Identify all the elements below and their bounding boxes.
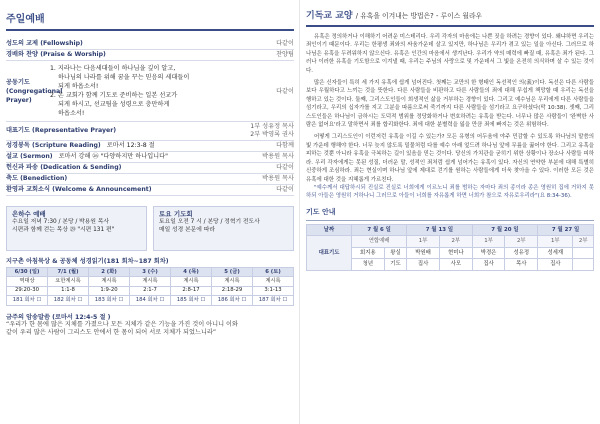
order-name: 설교 (Sermon)	[6, 153, 53, 160]
count-cell	[7, 296, 48, 305]
read-checkbox[interactable]: ☐	[282, 296, 288, 303]
box-title: 토요 기도회	[159, 210, 193, 218]
read-checkbox[interactable]: ☐	[241, 296, 247, 303]
right-page	[306, 0, 594, 424]
guide-header-cell: 7 월 27 일	[538, 224, 594, 236]
day-cell: 6 (토)	[253, 268, 294, 277]
read-checkbox[interactable]: ☐	[118, 296, 124, 303]
ref-cell: 1:9-20	[89, 286, 130, 295]
guide-name-cell: 회지용	[352, 247, 385, 259]
guide-name-cell: 박원배	[407, 247, 440, 259]
book-cell: 계시록	[212, 277, 253, 286]
count-text: 184 회차	[135, 296, 158, 303]
column-body	[306, 33, 594, 201]
count-text: 186 회차	[217, 296, 240, 303]
order-who: 다같이	[276, 40, 294, 47]
read-checkbox[interactable]: ☐	[200, 296, 206, 303]
guide-part-cell: 2부	[573, 236, 594, 248]
service-order-top	[6, 39, 294, 61]
box-line: 매일 성경 본문에 따라	[159, 227, 215, 233]
count-cell	[89, 296, 130, 305]
count-text: 185 회차	[176, 296, 199, 303]
guide-header-cell: 7 월 13 일	[407, 224, 472, 236]
bible-reading-title: 지구촌 아침묵상 & 공동체 성경읽기(181 회차~187 회차)	[6, 258, 169, 265]
wednesday-service-box	[6, 206, 147, 251]
guide-role-cell: 사모	[439, 259, 472, 271]
guide-role-cell: 청년	[352, 259, 385, 271]
prayer-label-en: (Congregational Prayer)	[6, 87, 63, 104]
ref-cell: 2:18-29	[212, 286, 253, 295]
prayer-who: 다같이	[276, 87, 294, 95]
worship-title: 주일예배	[6, 14, 45, 25]
order-who: 찬양팀	[276, 51, 294, 58]
prayer-label-ko: 공동기도	[6, 78, 30, 86]
order-detail: 로마서 12:3-8 절	[106, 142, 155, 149]
book-cell: 역대상	[7, 277, 48, 286]
guide-part-cell: 1부	[407, 236, 440, 248]
guide-part-cell: 1부	[538, 236, 573, 248]
guide-name-cell: 박경은	[472, 247, 505, 259]
column-title	[306, 8, 594, 21]
read-checkbox[interactable]: ☐	[159, 296, 165, 303]
prayer-line: 1. 지라나는 다음세대들이 하나님을 깊이 알고,	[50, 65, 176, 72]
guide-header-cell: 날짜	[307, 224, 352, 236]
column-paragraph: 유혹은 정의하거나 이해하기 어려운 미스테리다. 우리 각자의 마음에는 나쁜 짓을 하려는 경향이 있다. 왜냐하면 우리는 죄인이기 때문이다. 우리는 한평생 죄와의 싸움가운데 살고 있지만, 하나님은 우리가 겪고 있는 일을 아신다. 그러므로 하나님은 유혹을 두려워하지 않으신다. 유혹은 인간의 마음에서 생겨난다. 우리가 약의 매력에 빠질 때, 유혹은 죄가 된다. 그러나 이러한 유혹을 기도함으로 이겨낼 때, 우리는 주님의 사랑으로 및 가운데서 그 빛을 온전히 의식하며 살 수 있는 것이다.	[306, 34, 594, 74]
order-row	[6, 152, 294, 163]
read-checkbox[interactable]: ☐	[77, 296, 83, 303]
ref-cell: 1:1-8	[48, 286, 89, 295]
count-text: 187 회차	[258, 296, 281, 303]
order-name: 경배와 찬양 (Praise & Worship)	[6, 51, 106, 58]
guide-combined-cell: 연합예배	[352, 236, 407, 248]
bible-counts-row	[7, 296, 294, 305]
order-who: 다같이	[276, 186, 294, 193]
order-row	[6, 174, 294, 185]
guide-part-cell: 1부	[472, 236, 505, 248]
guide-name-cell: 성세재	[538, 247, 573, 259]
count-cell	[130, 296, 171, 305]
count-cell	[253, 296, 294, 305]
guide-role-cell: 집사	[472, 259, 505, 271]
guide-header-cell: 7 월 20 일	[472, 224, 537, 236]
order-row	[6, 50, 294, 61]
representative-prayer	[6, 122, 294, 141]
guide-part-cell: 2부	[439, 236, 472, 248]
memory-verse-line: 같이 우리 많은 사람이 그리스도 안에서 한 몸이 되어 서로 지체가 되었느니라”	[6, 329, 217, 337]
order-name: 성경봉독 (Scripture Reading)	[6, 142, 101, 149]
day-cell: 4 (목)	[171, 268, 212, 277]
guide-role-cell: 집사	[538, 259, 573, 271]
order-detail: 로마서 강해 ㉖ "다양하지만 하나입니다"	[58, 153, 168, 160]
count-text: 182 회차	[53, 296, 76, 303]
rep-prayer-who-1: 1부 성유정 목사	[250, 123, 294, 130]
day-cell: 3 (수)	[130, 268, 171, 277]
column-paragraph: 어떻게 그리스도인이 이런저런 유혹을 이길 수 있는가? 모든 유형의 어두움에 야주 민감할 수 있도록 하나님의 말씀의 빛 가운데 행해야 한다. 너무 늦지 않도록 밀물처럼 다를 예수 아래 엎드려 하나님 앞에 무릎을 꿇어야 한다. 그리고 유혹을 피하는 것뿐 아니라 유혹을 극복하는 길이 있음을 믿는 것이다. 당신의 가치관을 굳히기 위한 상황이나 장소나 사람들 피하라. 우리 각자에게는 못된 성질, 더러운 말, 성적인 죄처럼 쉽게 넘어가는 유혹이 있다. 자신의 연약한 부분에 대해 특별히 신중하게 조심하라. 죄는 현실이며 하나님 앞에 제대로 걷기를 원하는 사람들에게 더욱 찾아올 수 있다. 이러한 모든 것은 유혹에 대한 것을 지혜롭게 가르친다.	[306, 134, 594, 183]
column-subtitle: / 유혹을 이겨내는 방법은? - 루이스 월라우	[355, 12, 483, 20]
box-title: 은하수 예배	[12, 210, 46, 218]
memory-verse-text	[6, 321, 294, 338]
order-who: 다함께	[276, 142, 294, 149]
prayer-line: 2. 온 교회가 함께 기도로 준비하는 일본 선교가	[50, 92, 178, 99]
box-line: 토요일 오전 7 시 / 본당 / 정혁기 전도사	[159, 219, 260, 225]
day-cell: 7/1 (월)	[48, 268, 89, 277]
guide-part-cell: 2부	[505, 236, 538, 248]
guide-name-cell: 현미나	[439, 247, 472, 259]
order-row	[6, 141, 294, 152]
service-order-mid	[6, 141, 294, 196]
guide-role-cell: 기도	[384, 259, 406, 271]
memory-verse-title: 금주의 암송말씀 (로마서 12:4-5 절 )	[6, 313, 111, 321]
order-row	[6, 39, 294, 50]
rep-prayer-who-2: 2부 박영록 권사	[250, 131, 294, 138]
ref-cell: 2:8-17	[171, 286, 212, 295]
left-page	[6, 0, 294, 424]
column-scripture: "예수께서 대답하시되 진실로 진실로 너희에게 이르노니 죄를 범하는 자마다 죄의 종이라 종은 영원히 집에 거하지 못하되 아들은 영원히 거하나니 그러므로 아들이 너희를 자유롭게 하면 너희가 참으로 자유로우리라"(요 8:34-36).	[306, 184, 594, 200]
guide-role-cell	[573, 259, 594, 271]
guide-role-cell: 집사	[407, 259, 440, 271]
book-cell: 요한계시록	[48, 277, 89, 286]
order-name: 헌신과 파송 (Dedication & Sending)	[6, 164, 122, 171]
guide-parts-row	[307, 236, 594, 248]
page-fold-divider	[299, 0, 300, 424]
book-cell: 계시록	[253, 277, 294, 286]
order-name: 축도 (Benediction)	[6, 175, 68, 182]
prayer-line: 하나님의 나라를 위해 꿈을 꾸는 믿음의 세대들이	[58, 74, 190, 81]
guide-header-row	[307, 224, 594, 236]
guide-name-cell	[573, 247, 594, 259]
order-name: 성도의 교제 (Fellowship)	[6, 40, 83, 47]
book-cell: 계시록	[130, 277, 171, 286]
order-who: 박용원 목사	[262, 153, 294, 160]
prayer-line: 되게 하옵소서!	[58, 83, 99, 90]
order-name: 환영과 교회소식 (Welcome & Announcement)	[6, 186, 152, 193]
order-who: 다같이	[276, 164, 294, 171]
count-text: 183 회차	[94, 296, 117, 303]
ref-cell: 3:1-13	[253, 286, 294, 295]
day-cell: 6/30 (일)	[7, 268, 48, 277]
ref-cell: 2:1-7	[130, 286, 171, 295]
day-cell: 5 (금)	[212, 268, 253, 277]
book-cell: 계시록	[171, 277, 212, 286]
weekday-services	[6, 206, 294, 251]
title-rule	[6, 29, 294, 31]
box-line: 수요일 저녁 7:30 / 본당 / 박용원 목사	[12, 219, 110, 225]
prayer-guide-title: 기도 안내	[306, 207, 336, 216]
column-title-text: 기독교 교양	[306, 11, 353, 21]
bible-books-row	[7, 277, 294, 286]
book-cell: 계시록	[89, 277, 130, 286]
saturday-prayer-box	[153, 206, 294, 251]
prayer-line: 하옵소서!	[58, 110, 85, 117]
bible-refs-row	[7, 286, 294, 295]
congregational-prayer	[6, 61, 294, 122]
rep-prayer-name: 대표기도 (Representative Prayer)	[6, 127, 117, 134]
guide-name-cell: 왕실	[384, 247, 406, 259]
guide-row-label: 대표기도	[307, 236, 352, 271]
prayer-label	[6, 78, 63, 105]
guide-rule	[306, 220, 594, 221]
count-cell	[48, 296, 89, 305]
prayer-line: 되게 하시고, 선교팀을 성령으로 충만하게	[58, 101, 170, 108]
ref-cell: 29:20-30	[7, 286, 48, 295]
prayer-guide-table	[306, 224, 594, 271]
order-row	[6, 163, 294, 174]
guide-name-cell: 성유정	[505, 247, 538, 259]
prayer-lines	[50, 64, 264, 118]
guide-role-cell: 목사	[505, 259, 538, 271]
count-cell	[212, 296, 253, 305]
column-rule	[306, 25, 594, 27]
order-row	[6, 185, 294, 196]
bible-reading-table	[6, 267, 294, 306]
column-paragraph: 많은 신자들이 특히 세 가지 유혹에 쉽게 넘어진다. 첫째는 교만의 한 형태인 독선적인 의(義)이다. 독선은 다른 사람들보다 우월하다고 느끼는 것을 뜻한다. 다른 사람들을 비판하고 다른 사람들의 죄에 대해 무섭게 책망할 때 우리는 독선을 행하고 있는 것이다. 둘째, 그리스도인들이 희생적인 삶을 거부하는 경향이 있다. 그리고 예수님은 우리에게 다른 사람들을 섬기라고, 우리의 십자가를 지고 그분을 따름으로써 죽기까지 다른 사람들을 섬기라고 요구하셨다(막 10:38). 셋째, 그리스도인들은 하나님이 금하시는 도덕적 범위를 정당화하거나 변호하려는 유혹을 받는다. 너무나 많은 사람들이 '완벽한 사람은 없어요'라고 말하면서 죄를 합리화한다. 죄에 대한 분별력을 잃을 만큼 죄에 빠지는 것은 위험하다.	[306, 80, 594, 129]
read-checkbox[interactable]: ☐	[36, 296, 42, 303]
bible-days-row	[7, 268, 294, 277]
count-cell	[171, 296, 212, 305]
count-text: 181 회차	[12, 296, 35, 303]
order-who: 박용원 목사	[262, 175, 294, 182]
memory-verse-line: “우리가 한 몸에 많은 지체를 가졌으나 모든 지체가 같은 기능을 가진 것이 아니니 이와	[6, 320, 238, 328]
day-cell: 2 (화)	[89, 268, 130, 277]
box-line: 시편과 함께 걷는 목상 ⑳ "시편 131 편"	[12, 227, 115, 233]
guide-header-cell: 7 월 6 일	[352, 224, 407, 236]
rep-prayer-who	[250, 123, 294, 139]
